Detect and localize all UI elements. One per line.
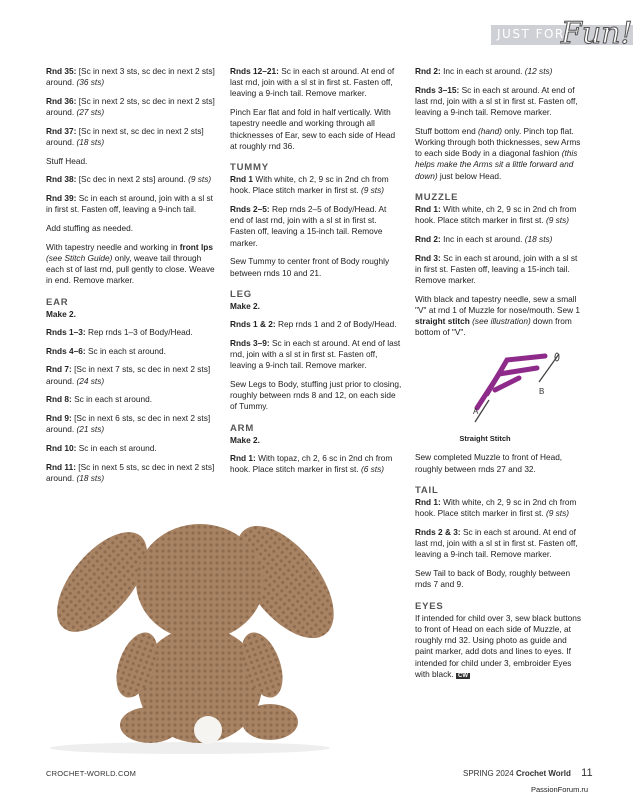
bunny-head [136,524,264,640]
column-2 [230,66,402,483]
instruction: Rnd 36: [Sc in next 2 sts, sc dec in next 2 sts] around. (27 sts) [46,95,215,118]
instruction: Rnd 1: With white, ch 2, 9 sc in 2nd ch from hook. Place stitch marker in first st. (9 sts) [415,204,577,226]
instruction: With black and tapestry needle, sew a small "V" at rnd 1 of Muzzle for nose/mouth. Sew 1 straight stitch (see illustration) down from bottom of "V". [415,293,580,338]
instruction: Rnds 2–5: Rep rnds 2–5 of Body/Head. At end of last rnd, join with a sl st in first st. Fasten off, leaving a 15-inch tail. Remove marker. [230,204,387,248]
instruction: Rnd 3: Sc in each st around, join with a sl st in first st. Fasten off, leaving a 15-inch tail. Remove marker. [415,252,578,286]
instruction: Rnds 3–9: Sc in each st around. At end of last rnd, join with a sl st in first st. Fasten off, leaving a 9-inch tail. Remove marker. [230,337,401,371]
instruction: Rnds 2 & 3: Sc in each st around. At end of last rnd, join with a sl st in first st. Fasten off, leaving a 9-inch tail. Remove marker. [415,526,578,560]
instruction: Rnd 1 With white, ch 2, 9 sc in 2nd ch from hook. Place stitch marker in first st. (9 sts) [230,174,389,196]
bunny-tail [194,716,222,744]
instruction: Rnd 35: [Sc in next 3 sts, sc dec in next 2 sts] around. (36 sts) [46,66,215,88]
section-heading-ear: EAR [46,296,69,308]
bunny-right-leg [242,704,298,740]
section-heading-arm: ARM [230,422,255,434]
instruction: Pinch Ear flat and fold in half vertically. With tapestry needle and working through all thicknesses of Ear, sew to each side of Head at roughly rnd 36. [230,107,396,151]
instruction: Rnd 10: Sc in each st around. [46,442,157,453]
figure-label-a: A [473,407,479,417]
footer-magazine: Crochet World [515,769,571,778]
instruction: Rnd 2: Inc in each st around. (18 sts) [415,233,553,244]
column-1 [46,66,220,491]
instruction: Rnds 1 & 2: Rep rnds 1 and 2 of Body/Head. [230,319,397,330]
footer-website: CROCHET-WORLD.COM [46,769,137,778]
header-just-for: JUST FOR [497,27,565,41]
section-heading-tummy: TUMMY [230,161,269,173]
section-heading-eyes: EYES [415,600,444,612]
instruction: Rnds 12–21: Sc in each st around. At end of last rnd, join with a sl st in first st. Fasten off, leaving a 9-inch tail. Remove marker. [230,66,395,99]
instruction: Rnd 37: [Sc in next st, sc dec in next 2 sts] around. (18 sts) [46,125,204,148]
instruction: Rnd 1: With white, ch 2, 9 sc in 2nd ch from hook. Place stitch marker in first st. (9 sts) [415,497,577,519]
instruction: Rnd 1: With topaz, ch 2, 6 sc in 2nd ch from hook. Place stitch marker in first st. (6 sts) [230,452,393,475]
figure-caption: Straight Stitch [459,434,511,444]
instruction: Rnds 4–6: Sc in each st around. [46,345,166,356]
instruction: Sew Legs to Body, stuffing just prior to closing, roughly between rnds 8 and 12, on each side of Tummy. [230,378,402,412]
header-fun: Fun! [561,16,633,51]
instruction: Sew Tail to back of Body, roughly between rnds 7 and 9. [415,568,571,590]
instruction: Sew Tummy to center front of Body roughly between rnds 10 and 21. [230,256,390,278]
figure-label-b: B [539,387,545,397]
section-heading-leg: LEG [230,288,252,300]
make-count: Make 2. [230,300,260,311]
instruction: Rnd 11: [Sc in next 5 sts, sc dec in next 2 sts] around. (18 sts) [46,461,215,483]
section-heading-muzzle: MUZZLE [415,191,459,203]
instruction: Rnd 9: [Sc in next 6 sts, sc dec in next 2 sts] around. (21 sts) [46,412,211,435]
instruction: Rnd 2: Inc in each st around. (12 sts) [415,66,553,76]
instruction: With tapestry needle and working in front lps (see Stitch Guide) only, weave tail through each st of last rnd, pull gently to close. Weave in end. Remove marker. [46,241,215,286]
instruction: Rnd 8: Sc in each st around. [46,394,153,405]
watermark: PassionForum.ru [531,785,589,794]
footer-issue-date: SPRING 2024 [463,769,514,778]
bunny-photo [40,500,340,755]
instruction: Stuff Head. [46,155,88,166]
instruction: If intended for child over 3, sew black buttons to front of Head on each side of Muzzle, at roughly rnd 32. Using photo as guide and paint marker, add dots and lines to eyes. If intended for child under 3, embroider Eyes with black. CW [415,612,582,679]
footer-issue [463,767,593,779]
straight-stitch-illustration [467,352,563,424]
instruction: Rnds 3–15: Sc in each st around. At end of last rnd, join with a sl st in first st. Fasten off, leaving a 9-inch tail. Remove marker. [415,84,578,118]
end-mark-cw-icon: CW [458,672,469,679]
make-count: Make 2. [230,434,260,445]
instruction: Rnd 38: [Sc dec in next 2 sts] around. (9 sts) [46,174,212,185]
instruction: Add stuffing as needed. [46,223,134,234]
page-number: 11 [581,767,593,779]
instruction: Stuff bottom end (hand) only. Pinch top flat. Working through both thicknesses, sew Arms to each side Body in a diagonal fashion (this helps make the Arms sit a little forward and down) just below Head. [415,125,581,181]
section-heading-tail: TAIL [415,484,439,496]
bunny-left-leg [120,707,180,743]
instruction: Rnd 39: Sc in each st around, join with a sl st in first st. Fasten off, leaving a 9-inch tail. [46,193,213,215]
instruction: Sew completed Muzzle to front of Head, roughly between rnds 27 and 32. [415,452,563,474]
section-header [491,16,633,51]
instruction: Rnds 1–3: Rep rnds 1–3 of Body/Head. [46,326,193,337]
column-3 [415,66,585,689]
instruction: Rnd 7: [Sc in next 7 sts, sc dec in next 2 sts] around. (24 sts) [46,364,211,386]
make-count: Make 2. [46,308,76,319]
